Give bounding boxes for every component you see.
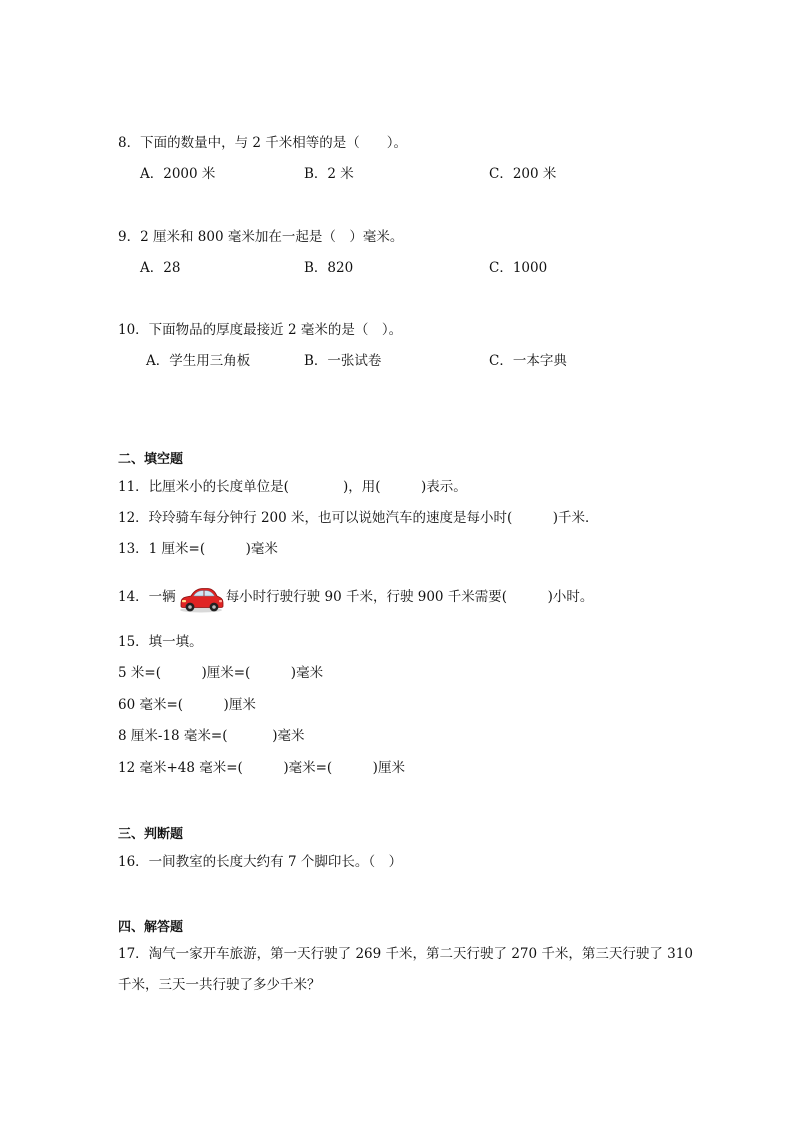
section-4-heading: 四、解答题 [118,920,184,935]
question-11: 11．比厘米小的长度单位是( )，用( )表示。 [118,479,467,495]
section-2-heading: 二、填空题 [118,452,184,467]
question-13: 13．1 厘米=( )毫米 [118,541,278,557]
question-8-stem: 8．下面的数量中，与 2 千米相等的是（ ）。 [118,135,408,151]
question-10-stem: 10．下面物品的厚度最接近 2 毫米的是（ ）。 [118,322,403,338]
question-9-option-c: C．1000 [489,260,548,276]
question-15-title: 15．填一填。 [118,634,203,650]
question-15-line-1: 5 米=( )厘米=( )毫米 [118,665,324,681]
question-14-before: 14．一辆 [118,589,176,605]
question-15-line-4: 12 毫米+48 毫米=( )毫米=( )厘米 [118,760,405,776]
question-17-line-1: 17．淘气一家开车旅游，第一天行驶了 269 千米，第二天行驶了 270 千米，第三天行驶了 310 [118,946,693,962]
question-17-line-2: 千米，三天一共行驶了多少千米？ [118,977,321,993]
question-8-option-a: A．2000 米 [140,166,216,182]
question-10-option-b: B．一张试卷 [304,353,382,369]
question-15-line-2: 60 毫米=( )厘米 [118,697,256,713]
question-9-stem: 9．2 厘米和 800 毫米加在一起是（ ）毫米。 [118,229,404,245]
question-14 [118,582,593,613]
question-8-option-b: B．2 米 [304,166,354,182]
question-12: 12．玲玲骑车每分钟行 200 米，也可以说她汽车的速度是每小时( )千米． [118,510,599,526]
section-3-heading: 三、判断题 [118,827,184,842]
red-car-icon [178,583,224,613]
question-9-option-a: A．28 [140,260,181,276]
question-15-line-3: 8 厘米-18 毫米=( )毫米 [118,728,305,744]
question-14-after: 每小时行驶行驶 90 千米，行驶 900 千米需要( )小时。 [225,589,594,605]
question-8-option-c: C．200 米 [489,166,557,182]
question-10-option-c: C．一本字典 [489,353,567,369]
question-10-option-a: A．学生用三角板 [146,353,251,369]
question-16: 16．一间教室的长度大约有 7 个脚印长。（ ） [118,854,403,870]
question-9-option-b: B．820 [304,260,354,276]
